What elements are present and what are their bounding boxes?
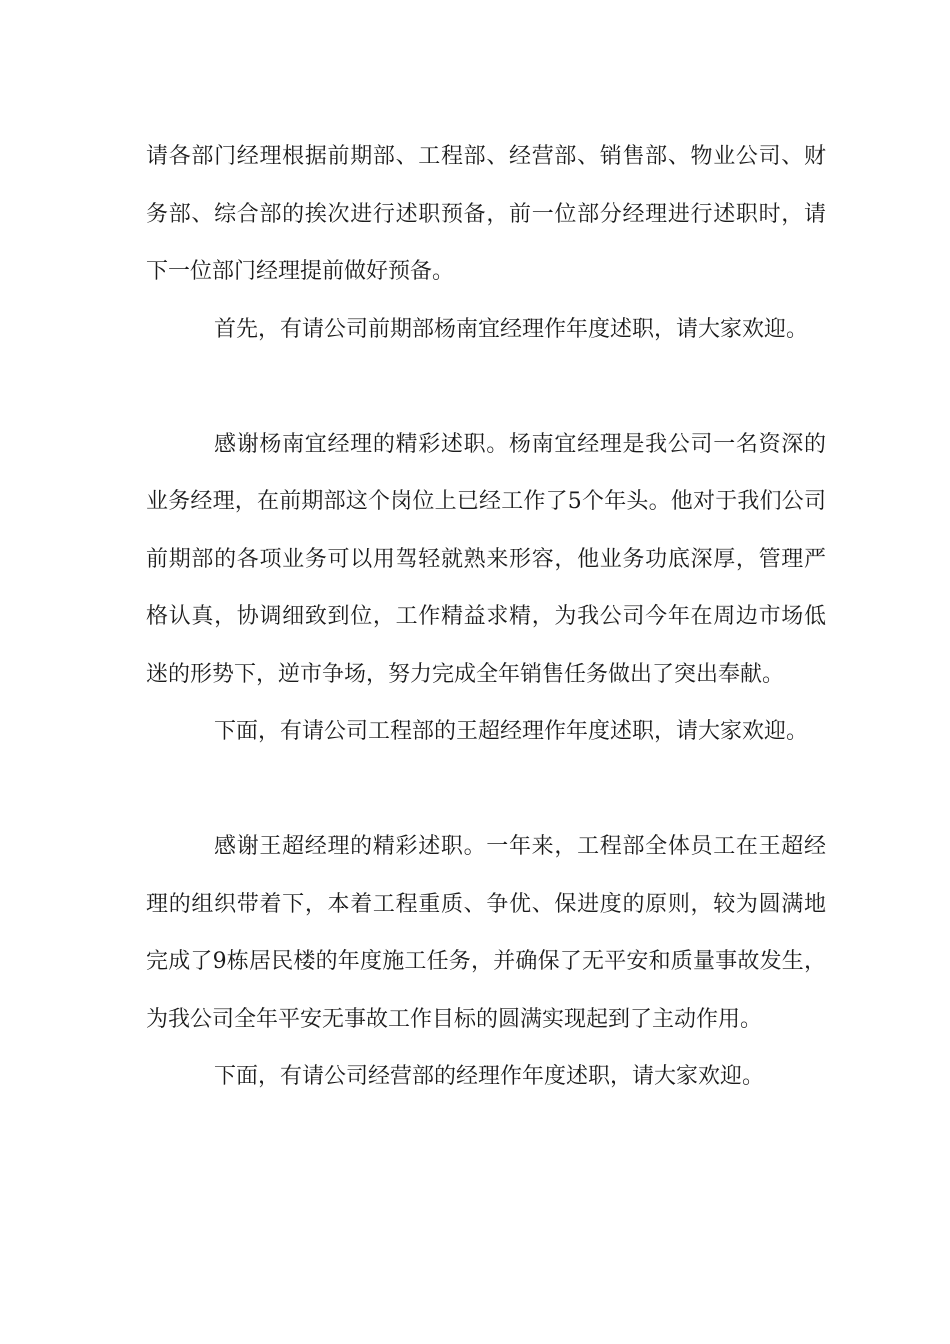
paragraph-thanks-wang: 感谢王超经理的精彩述职。一年来，工程部全体员工在王超经理的组织带着下，本着工程重质、争优、保进度的原则，较为圆满地完成了9栋居民楼的年度施工任务，并确保了无平安和质量事故发生，为我公司全年平安无事故工作目标的圆满实现起到了主动作用。 <box>146 834 826 1032</box>
paragraph-invite-gongcheng: 下面，有请公司工程部的王超经理作年度述职，请大家欢迎。 <box>214 719 809 744</box>
paragraph-invite-jingying: 下面，有请公司经营部的经理作年度述职，请大家欢迎。 <box>214 1064 765 1089</box>
paragraph-invite-qianqi: 首先，有请公司前期部杨南宜经理作年度述职，请大家欢迎。 <box>214 316 809 342</box>
paragraph-thanks-yang: 感谢杨南宜经理的精彩述职。杨南宜经理是我公司一名资深的业务经理，在前期部这个岗位上已经工作了5个年头。他对于我们公司前期部的各项业务可以用驾轻就熟来形容，他业务功底深厚，管理严格认真，协调细致到位，工作精益求精，为我公司今年在周边市场低迷的形势下，逆市争场，努力完成全年销售任务做出了突出奉献。 <box>146 431 826 687</box>
document-body <box>146 128 826 1106</box>
paragraph-report-order: 请各部门经理根据前期部、工程部、经营部、销售部、物业公司、财务部、综合部的挨次进行述职预备，前一位部分经理进行述职时，请下一位部门经理提前做好预备。 <box>146 144 826 284</box>
